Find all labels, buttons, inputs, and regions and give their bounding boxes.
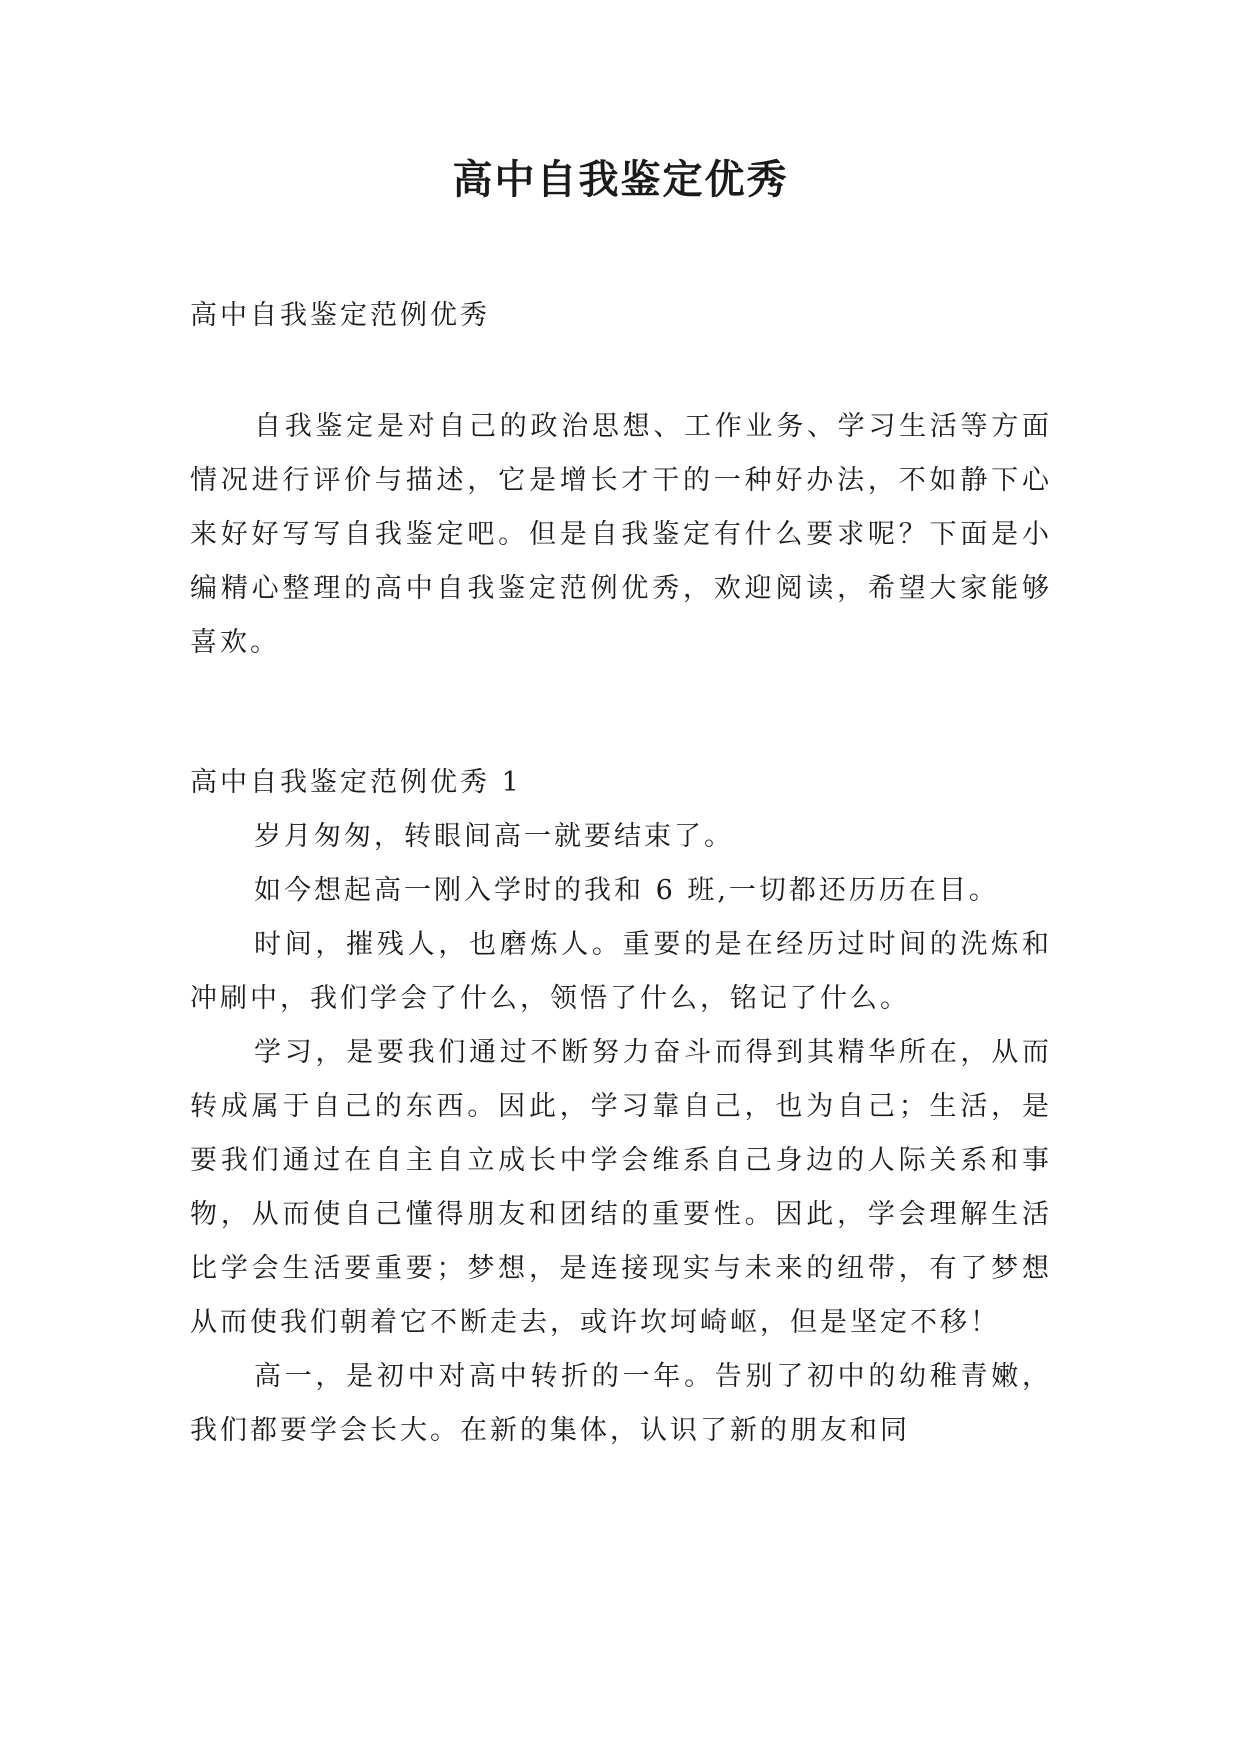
document-subtitle: 高中自我鉴定范例优秀: [190, 300, 490, 331]
body-paragraph: 如今想起高一刚入学时的我和 6 班,一切都还历历在目。: [254, 875, 999, 906]
section-body: [190, 810, 1052, 1458]
body-paragraph: 高一，是初中对高中转折的一年。告别了初中的幼稚青嫩，我们都要学会长大。在新的集体，认识了新的朋友和同: [190, 1361, 1052, 1446]
body-paragraph: 岁月匆匆，转眼间高一就要结束了。: [254, 821, 734, 852]
body-paragraph: 学习，是要我们通过不断努力奋斗而得到其精华所在，从而转成属于自己的东西。因此，学习靠自己，也为自己；生活，是要我们通过在自主自立成长中学会维系自己身边的人际关系和事物，从而使自己懂得朋友和团结的重要性。因此，学会理解生活比学会生活要重要；梦想，是连接现实与未来的纽带，有了梦想从而使我们朝着它不断走去，或许坎坷崎岖，但是坚定不移！: [190, 1037, 1052, 1338]
intro-paragraph: 自我鉴定是对自己的政治思想、工作业务、学习生活等方面情况进行评价与描述，它是增长才干的一种好办法，不如静下心来好好写写自我鉴定吧。但是自我鉴定有什么要求呢？下面是小编精心整理的高中自我鉴定范例优秀，欢迎阅读，希望大家能够喜欢。: [190, 411, 1052, 658]
body-paragraph: 时间，摧残人，也磨炼人。重要的是在经历过时间的洗炼和冲刷中，我们学会了什么，领悟了什么，铭记了什么。: [190, 929, 1052, 1014]
document-title: 高中自我鉴定优秀: [452, 156, 789, 203]
section-title: 高中自我鉴定范例优秀 1: [190, 767, 522, 798]
